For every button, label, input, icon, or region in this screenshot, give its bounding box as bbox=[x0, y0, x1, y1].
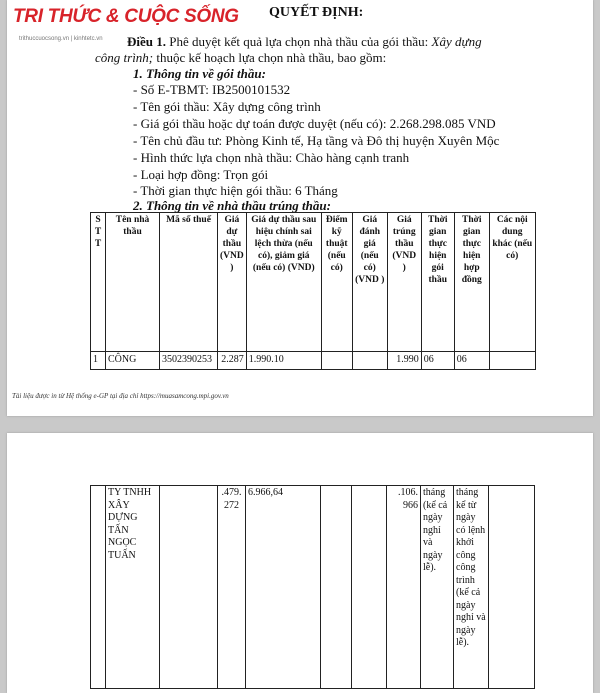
header-adjusted-price: Giá dự thầu sau hiệu chính sai lệch thừa (nếu có), giảm giá (nếu có) (VND) bbox=[246, 213, 321, 352]
cell-package-duration: 06 bbox=[421, 352, 454, 370]
cell-other-content bbox=[489, 352, 535, 370]
document-page-2 bbox=[7, 433, 593, 693]
cell-tax-code: 3502390253 bbox=[160, 352, 218, 370]
header-winning-price: Giá trúng thầu (VND ) bbox=[387, 213, 421, 352]
cell-contract-duration: 06 bbox=[454, 352, 489, 370]
info-item: - Hình thức lựa chọn nhà thầu: Chào hàng cạnh tranh bbox=[133, 150, 410, 165]
header-other-content: Các nội dung khác (nếu có) bbox=[489, 213, 535, 352]
section-2-heading: 2. Thông tin về nhà thầu trúng thầu: bbox=[133, 198, 331, 213]
cell-evaluated-price bbox=[352, 352, 387, 370]
header-contract-duration: Thời gian thực hiện hợp đồng bbox=[454, 213, 489, 352]
info-item: - Giá gói thầu hoặc dự toán được duyệt (nếu có): 2.268.298.085 VND bbox=[133, 116, 496, 131]
info-item: - Tên chủ đầu tư: Phòng Kinh tế, Hạ tầng và Đô thị huyện Xuyên Mộc bbox=[133, 133, 500, 148]
decision-title: QUYẾT ĐỊNH: bbox=[269, 5, 364, 20]
logo-wordmark bbox=[13, 6, 239, 28]
cell-winning-price: .106. 966 bbox=[387, 486, 421, 689]
cell-technical-score bbox=[321, 486, 352, 689]
article-italic-a: Xây dựng bbox=[431, 34, 482, 49]
section-1-heading: 1. Thông tin về gói thầu: bbox=[133, 66, 266, 81]
header-evaluated-price: Giá đánh giá (nếu có) (VND ) bbox=[352, 213, 387, 352]
cell-evaluated-price bbox=[352, 486, 387, 689]
cell-winning-price: 1.990 bbox=[387, 352, 421, 370]
logo-brand2: CUỘC SỐNG bbox=[124, 6, 239, 27]
logo-amp: & bbox=[105, 6, 120, 27]
article-text-a: Phê duyệt kết quả lựa chọn nhà thầu của gói thầu: bbox=[166, 34, 432, 49]
article-1-line-2 bbox=[95, 50, 386, 65]
winning-bidder-table-continued bbox=[90, 485, 535, 689]
winning-bidder-table bbox=[90, 212, 536, 370]
document-page-1 bbox=[7, 0, 593, 416]
article-text-b: thuộc kế hoạch lựa chọn nhà thầu, bao gồm: bbox=[153, 50, 387, 65]
cell-contract-duration: tháng kể từ ngày có lệnh khởi công công trình (kể cả ngày nghỉ và ngày lễ). bbox=[454, 486, 489, 689]
cell-adjusted-price: 1.990.10 bbox=[246, 352, 321, 370]
article-label: Điều 1. bbox=[127, 34, 166, 49]
table-row bbox=[91, 486, 535, 689]
info-item: - Tên gói thầu: Xây dựng công trình bbox=[133, 99, 321, 114]
cell-adjusted-price: 6.966,64 bbox=[246, 486, 321, 689]
logo-urls: trithuccuocsong.vn | kinhtetc.vn bbox=[19, 36, 103, 42]
egp-footnote: Tài liệu được in từ Hệ thống e-GP tại địa chỉ https://muasamcong.mpi.gov.vn bbox=[12, 392, 229, 400]
cell-technical-score bbox=[321, 352, 352, 370]
article-italic-b: công trình; bbox=[95, 50, 154, 65]
header-bidder-name: Tên nhà thầu bbox=[106, 213, 160, 352]
cell-other-content bbox=[489, 486, 535, 689]
cell-tax-code bbox=[160, 486, 218, 689]
cell-bidder-name: TY TNHH XÂY DỰNG TẤN NGỌC TUẤN bbox=[106, 486, 160, 689]
header-tax-code: Mã số thuế bbox=[160, 213, 218, 352]
header-technical-score: Điểm kỹ thuật (nếu có) bbox=[321, 213, 352, 352]
info-item: - Số E-TBMT: IB2500101532 bbox=[133, 82, 291, 97]
cell-stt bbox=[91, 486, 106, 689]
cell-bid-price: .479. 272 bbox=[218, 486, 246, 689]
table-header-row bbox=[91, 213, 536, 352]
info-item: - Loại hợp đồng: Trọn gói bbox=[133, 167, 269, 182]
header-package-duration: Thời gian thực hiện gói thầu bbox=[421, 213, 454, 352]
info-item: - Thời gian thực hiện gói thầu: 6 Tháng bbox=[133, 183, 338, 198]
logo-brand: TRI THỨC bbox=[13, 6, 101, 27]
header-bid-price: Giá dự thầu (VND ) bbox=[218, 213, 247, 352]
cell-bid-price: 2.287 bbox=[218, 352, 247, 370]
header-stt: S T T bbox=[91, 213, 106, 352]
cell-package-duration: tháng (kể cả ngày nghỉ và ngày lễ). bbox=[421, 486, 454, 689]
article-1-line-1 bbox=[127, 34, 482, 49]
cell-bidder-name: CÔNG bbox=[106, 352, 160, 370]
table-row bbox=[91, 352, 536, 370]
cell-stt: 1 bbox=[91, 352, 106, 370]
